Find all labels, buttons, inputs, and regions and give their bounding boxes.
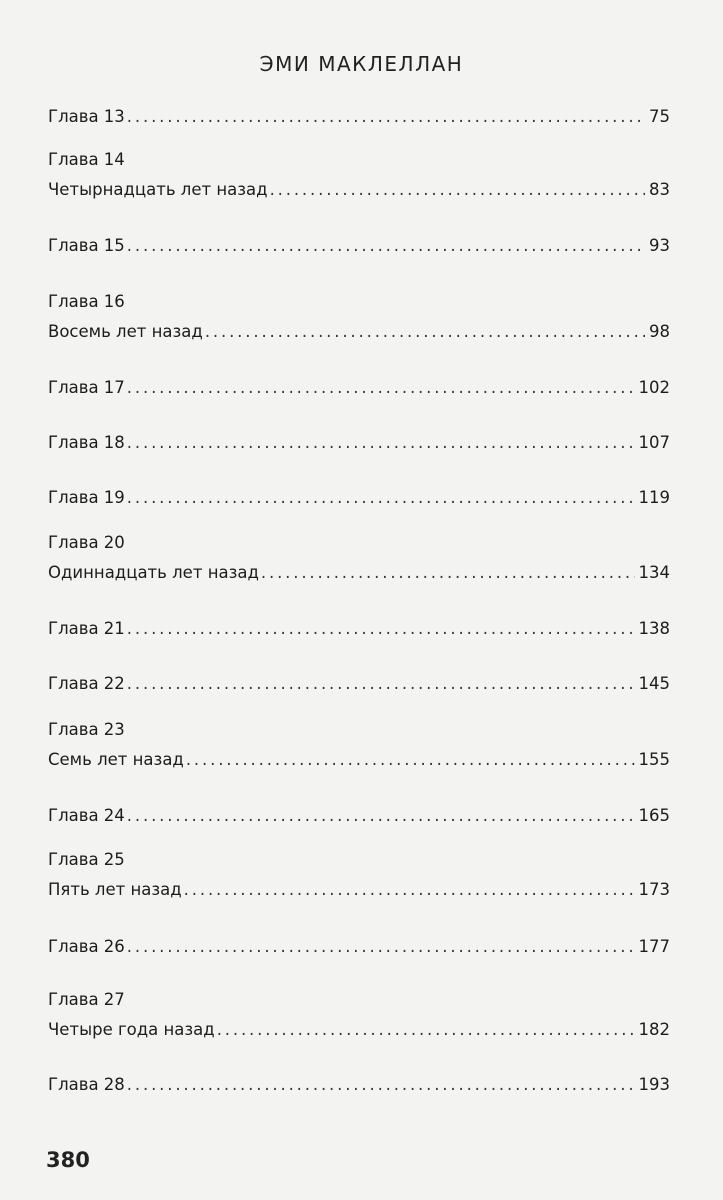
- toc-entry: [48, 428, 670, 458]
- toc-label: Глава 21: [48, 619, 125, 638]
- toc-label: Глава 19: [48, 488, 125, 507]
- running-header-author: ЭМИ МАКЛЕЛЛАН: [259, 52, 464, 76]
- toc-label: Глава 18: [48, 433, 125, 452]
- toc-label: Четырнадцать лет назад: [48, 180, 268, 199]
- toc-entry: [48, 145, 670, 205]
- toc-label: Четыре года назад: [48, 1020, 215, 1039]
- toc-page-number: 165: [638, 806, 670, 825]
- toc-line[interactable]: [48, 558, 670, 588]
- dot-leader: [127, 428, 635, 458]
- toc-page-number: 177: [638, 937, 670, 956]
- dot-leader: [127, 483, 635, 513]
- toc-chapter-heading: Глава 27: [48, 990, 125, 1009]
- dot-leader: [127, 614, 635, 644]
- toc-line[interactable]: [48, 801, 670, 831]
- dot-leader: [270, 175, 645, 205]
- toc-chapter-heading: Глава 14: [48, 150, 125, 169]
- dot-leader: [127, 373, 635, 403]
- toc-line[interactable]: [48, 1015, 670, 1045]
- dot-leader: [261, 558, 635, 588]
- toc-entry: [48, 231, 670, 261]
- toc-entry: [48, 669, 670, 699]
- toc-chapter-heading: Глава 20: [48, 533, 125, 552]
- dot-leader: [127, 1070, 635, 1100]
- toc-page-number: 134: [638, 563, 670, 582]
- toc-line[interactable]: [48, 614, 670, 644]
- toc-page-number: 98: [649, 322, 670, 341]
- toc-chapter-heading: Глава 23: [48, 720, 125, 739]
- toc-line[interactable]: [48, 1070, 670, 1100]
- toc-line[interactable]: [48, 231, 670, 261]
- toc-page-number: 193: [638, 1075, 670, 1094]
- toc-page-number: 102: [638, 378, 670, 397]
- toc-entry: [48, 845, 670, 905]
- toc-entry: [48, 985, 670, 1045]
- toc-line[interactable]: [48, 428, 670, 458]
- toc-entry: [48, 1070, 670, 1100]
- toc-label: Глава 26: [48, 937, 125, 956]
- toc-label: Пять лет назад: [48, 880, 182, 899]
- toc-entry: [48, 614, 670, 644]
- toc-page-number: 83: [649, 180, 670, 199]
- toc-entry: [48, 932, 670, 962]
- toc-entry: [48, 483, 670, 513]
- toc-line[interactable]: [48, 875, 670, 905]
- dot-leader: [127, 801, 635, 831]
- toc-label: Восемь лет назад: [48, 322, 203, 341]
- toc-line[interactable]: [48, 483, 670, 513]
- dot-leader: [205, 317, 645, 347]
- toc-page-number: 107: [638, 433, 670, 452]
- dot-leader: [127, 102, 645, 132]
- dot-leader: [127, 231, 645, 261]
- toc-line[interactable]: [48, 373, 670, 403]
- toc-chapter-heading: Глава 16: [48, 292, 125, 311]
- toc-label: Глава 24: [48, 806, 125, 825]
- toc-line[interactable]: [48, 745, 670, 775]
- toc-line[interactable]: [48, 932, 670, 962]
- page-number: 380: [46, 1148, 90, 1172]
- toc-line[interactable]: [48, 317, 670, 347]
- toc-entry: [48, 528, 670, 588]
- dot-leader: [186, 745, 635, 775]
- toc-page-number: 119: [638, 488, 670, 507]
- toc-label: Глава 15: [48, 236, 125, 255]
- table-of-contents: [48, 100, 670, 1100]
- toc-page-number: 182: [638, 1020, 670, 1039]
- toc-page-number: 173: [638, 880, 670, 899]
- toc-line[interactable]: [48, 102, 670, 132]
- toc-line[interactable]: [48, 175, 670, 205]
- toc-line[interactable]: [48, 669, 670, 699]
- toc-label: Глава 28: [48, 1075, 125, 1094]
- toc-page-number: 145: [638, 674, 670, 693]
- toc-entry: [48, 373, 670, 403]
- dot-leader: [127, 932, 635, 962]
- toc-label: Глава 13: [48, 107, 125, 126]
- dot-leader: [184, 875, 635, 905]
- dot-leader: [217, 1015, 635, 1045]
- toc-entry: [48, 801, 670, 831]
- toc-page-number: 75: [649, 107, 670, 126]
- toc-entry: [48, 287, 670, 347]
- toc-page-number: 93: [649, 236, 670, 255]
- dot-leader: [127, 669, 635, 699]
- toc-chapter-heading: Глава 25: [48, 850, 125, 869]
- toc-entry: [48, 715, 670, 775]
- toc-label: Глава 17: [48, 378, 125, 397]
- toc-entry: [48, 102, 670, 132]
- toc-label: Семь лет назад: [48, 750, 184, 769]
- toc-label: Одиннадцать лет назад: [48, 563, 259, 582]
- toc-page-number: 138: [638, 619, 670, 638]
- toc-label: Глава 22: [48, 674, 125, 693]
- toc-page-number: 155: [638, 750, 670, 769]
